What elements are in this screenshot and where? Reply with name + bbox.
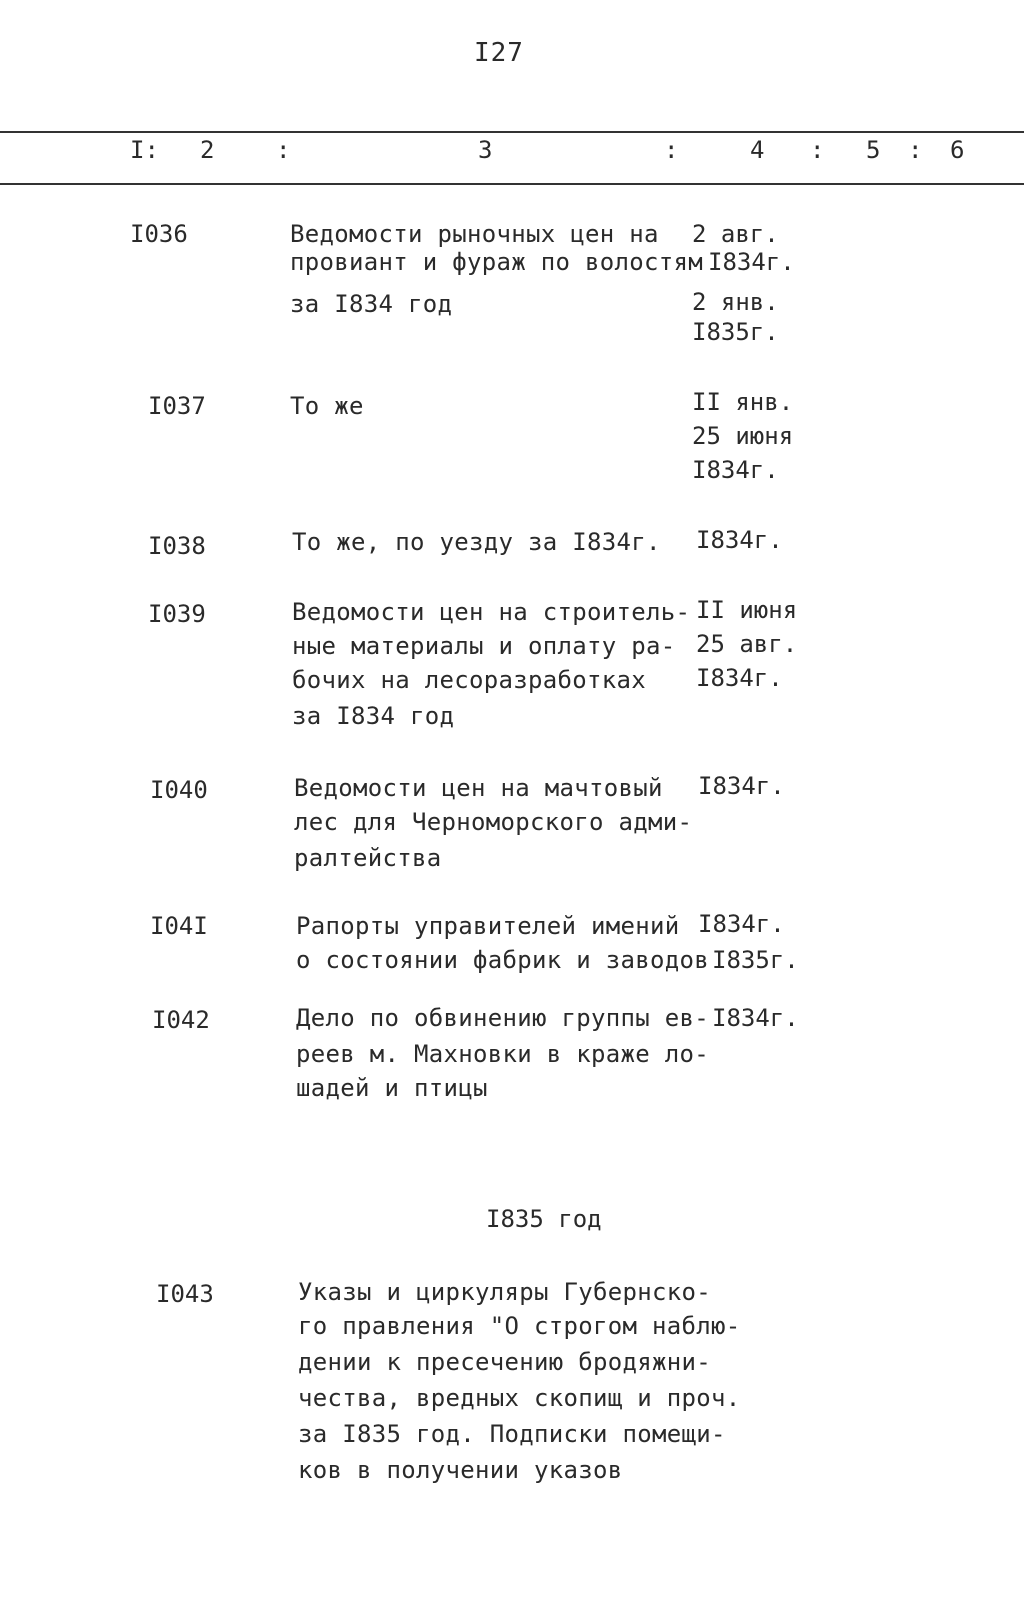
entry-date: I834г. (692, 456, 779, 484)
entry-text-line: чества, вредных скопищ и проч. (298, 1384, 741, 1412)
section-heading: I835 год (486, 1205, 602, 1233)
entry-date: I834г. (696, 664, 783, 692)
entry-text-line: То же (290, 392, 364, 420)
header-col-1: I: (130, 136, 159, 164)
header-col-2: 2 (200, 136, 215, 164)
entry-date: I834г. (698, 910, 785, 938)
entry-text-line: бочих на лесоразработках (292, 666, 646, 694)
entry-text-line: ралтейства (294, 844, 442, 872)
entry-text-line: за I835 год. Подписки помещи- (298, 1420, 726, 1448)
entry-text-line: Указы и циркуляры Губернско- (298, 1278, 711, 1306)
header-separator: : (810, 136, 825, 164)
entry-text-line: го правления "О строгом наблю- (298, 1312, 741, 1340)
header-separator: : (664, 136, 679, 164)
header-col-5: 5 (866, 136, 881, 164)
entry-number: I036 (130, 220, 188, 248)
entry-text-line: Ведомости цен на мачтовый (294, 774, 663, 802)
entry-text-line: о состоянии фабрик и заводов (296, 946, 709, 974)
entry-text-line: шадей и птицы (296, 1074, 488, 1102)
header-col-3: 3 (478, 136, 493, 164)
entry-date: 2 авг. (692, 220, 779, 248)
entry-date: 2 янв. (692, 288, 779, 316)
entry-text-line: То же, по уезду за I834г. (292, 528, 661, 556)
entry-number: I039 (148, 600, 206, 628)
entry-text-line: дении к пресечению бродяжни- (298, 1348, 711, 1376)
entry-text-line: лес для Черноморского адми- (294, 808, 693, 836)
entry-date: I834г. (698, 772, 785, 800)
entry-text-line: ков в получении указов (298, 1456, 623, 1484)
entry-date: II янв. (692, 388, 794, 416)
entry-text-line: Ведомости цен на строитель- (292, 598, 691, 626)
entry-number: I04I (150, 912, 208, 940)
entry-date: II июня (696, 596, 798, 624)
page-number: I27 (474, 38, 524, 68)
entry-date: I835г. (692, 318, 779, 346)
entry-date: I834г. (696, 526, 783, 554)
entry-number: I037 (148, 392, 206, 420)
entry-date: I835г. (712, 946, 799, 974)
entry-text-line: Рапорты управителей имений (296, 912, 680, 940)
entry-date: I834г. (712, 1004, 799, 1032)
entry-text-line: Дело по обвинению группы ев- (296, 1004, 709, 1032)
entry-number: I040 (150, 776, 208, 804)
entry-text-line: провиант и фураж по волостям (290, 248, 703, 276)
entry-number: I042 (152, 1006, 210, 1034)
entry-number: I043 (156, 1280, 214, 1308)
header-separator: : (276, 136, 291, 164)
header-top-rule (0, 131, 1024, 133)
entry-date: I834г. (708, 248, 795, 276)
header-col-4: 4 (750, 136, 765, 164)
entry-date: 25 июня (692, 422, 794, 450)
entry-text-line: реев м. Махновки в краже ло- (296, 1040, 709, 1068)
entry-number: I038 (148, 532, 206, 560)
header-separator: : (908, 136, 923, 164)
entry-date: 25 авг. (696, 630, 798, 658)
entry-text-line: за I834 год (292, 702, 455, 730)
entry-text-line: за I834 год (290, 290, 453, 318)
entry-text-line: ные материалы и оплату ра- (292, 632, 676, 660)
header-bottom-rule (0, 183, 1024, 185)
header-col-6: 6 (950, 136, 965, 164)
entry-text-line: Ведомости рыночных цен на (290, 220, 659, 248)
